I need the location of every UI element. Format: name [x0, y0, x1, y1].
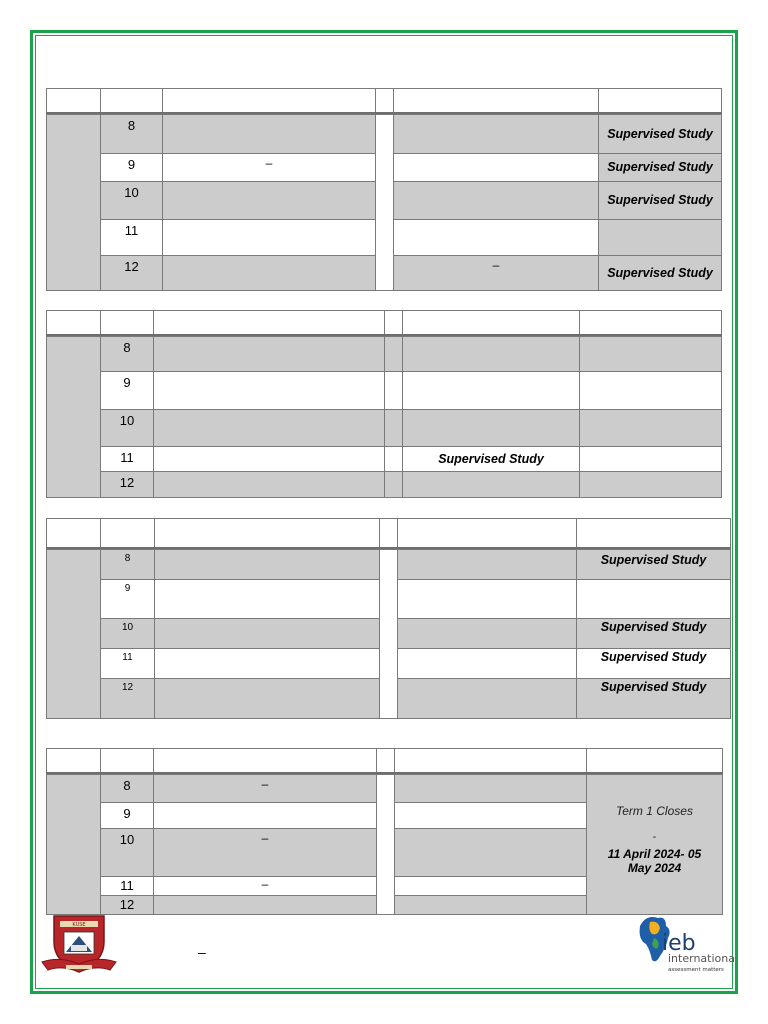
header-cell: [598, 88, 722, 113]
period-number: 11: [100, 648, 155, 679]
lesson-cell: [579, 336, 722, 372]
lesson-cell: [162, 219, 376, 256]
ieb-tagline: assessment matters: [668, 967, 724, 973]
lesson-cell: [154, 678, 380, 719]
gap-column: [375, 114, 394, 291]
lesson-cell: [402, 471, 580, 498]
school-crest-logo: [40, 912, 118, 978]
lesson-cell: [598, 219, 722, 256]
supervised-study-cell: Supervised Study: [598, 255, 722, 291]
lesson-cell: [153, 802, 377, 829]
lesson-cell: [397, 618, 577, 649]
lesson-cell: [153, 336, 385, 372]
period-number: 10: [100, 618, 155, 649]
lesson-cell: [394, 828, 587, 877]
lesson-cell: [394, 895, 587, 915]
lesson-cell: [393, 153, 599, 182]
day-cell: [46, 114, 101, 291]
term-dash: -: [652, 831, 657, 843]
lesson-cell: [397, 549, 577, 580]
period-number: 8: [100, 774, 154, 803]
header-cell: [379, 518, 398, 548]
lesson-cell: [162, 181, 376, 220]
supervised-study-cell: Supervised Study: [598, 153, 722, 182]
supervised-study-cell: Supervised Study: [576, 618, 731, 649]
lesson-cell: [393, 219, 599, 256]
supervised-study-cell: Supervised Study: [598, 181, 722, 220]
period-number: 8: [100, 114, 163, 154]
lesson-cell: [154, 618, 380, 649]
term-closes-cell: [586, 774, 723, 915]
header-cell: [375, 88, 394, 113]
lesson-cell: [394, 876, 587, 896]
lesson-cell: [153, 371, 385, 410]
lesson-cell: [402, 371, 580, 410]
period-number: 12: [100, 678, 155, 719]
period-number: 11: [100, 446, 154, 472]
lesson-cell: [579, 471, 722, 498]
period-number: 9: [100, 153, 163, 182]
lesson-cell: [576, 579, 731, 619]
lesson-cell: [154, 549, 380, 580]
crest-name: KUSE: [72, 922, 86, 928]
supervised-study-cell: Supervised Study: [576, 549, 731, 580]
lesson-cell: –: [153, 876, 377, 896]
header-cell: [586, 748, 723, 773]
lesson-cell: [393, 114, 599, 154]
day-cell: [46, 774, 101, 915]
period-number: 12: [100, 895, 154, 915]
lesson-cell: [397, 579, 577, 619]
term-closes-label: Term 1 Closes: [616, 804, 693, 818]
supervised-study-cell: Supervised Study: [598, 114, 722, 154]
period-number: 8: [100, 549, 155, 580]
gap-cell: [384, 446, 403, 472]
lesson-cell: [402, 336, 580, 372]
header-cell: [393, 88, 599, 113]
gap-cell: [384, 371, 403, 410]
period-number: 8: [100, 336, 154, 372]
supervised-study-cell: Supervised Study: [576, 648, 731, 679]
lesson-cell: [154, 648, 380, 679]
header-cell: [579, 310, 722, 335]
lesson-cell: –: [162, 153, 376, 182]
period-number: 9: [100, 579, 155, 619]
period-number: 11: [100, 876, 154, 896]
period-number: 12: [100, 471, 154, 498]
header-cell: [402, 310, 580, 335]
period-number: 9: [100, 371, 154, 410]
supervised-study-cell: Supervised Study: [576, 678, 731, 719]
lesson-cell: [153, 895, 377, 915]
gap-column: [376, 774, 395, 915]
lesson-cell: [579, 409, 722, 447]
header-cell: [384, 310, 403, 335]
lesson-cell: [162, 114, 376, 154]
lesson-cell: [153, 471, 385, 498]
ieb-wordmark: ieb: [662, 931, 696, 956]
header-cell: [46, 518, 101, 548]
lesson-cell: [393, 181, 599, 220]
lesson-cell: –: [153, 828, 377, 877]
lesson-cell: [394, 802, 587, 829]
header-cell: [162, 88, 376, 113]
ieb-international-logo: [636, 912, 736, 978]
lesson-cell: [154, 579, 380, 619]
gap-cell: [384, 471, 403, 498]
lesson-cell: [153, 409, 385, 447]
header-cell: [397, 518, 577, 548]
term-dates: 11 April 2024- 05 May 2024: [607, 847, 702, 875]
gap-cell: [384, 409, 403, 447]
header-cell: [154, 518, 380, 548]
gap-cell: [384, 336, 403, 372]
day-cell: [46, 549, 101, 719]
header-cell: [46, 88, 101, 113]
header-cell: [394, 748, 587, 773]
supervised-study-cell: Supervised Study: [402, 446, 580, 472]
lesson-cell: [579, 371, 722, 410]
header-cell: [100, 748, 154, 773]
period-number: 11: [100, 219, 163, 256]
period-number: 12: [100, 255, 163, 291]
header-cell: [100, 310, 154, 335]
ieb-subtitle: international: [668, 952, 736, 965]
lesson-cell: [394, 774, 587, 803]
day-cell: [46, 336, 101, 498]
lesson-cell: –: [393, 255, 599, 291]
lesson-cell: –: [153, 774, 377, 803]
footer-dash: –: [198, 944, 206, 960]
lesson-cell: [397, 678, 577, 719]
gap-column: [379, 549, 398, 719]
lesson-cell: [402, 409, 580, 447]
header-cell: [100, 88, 163, 113]
period-number: 9: [100, 802, 154, 829]
header-cell: [153, 748, 377, 773]
header-cell: [153, 310, 385, 335]
lesson-cell: [397, 648, 577, 679]
lesson-cell: [162, 255, 376, 291]
lesson-cell: [153, 446, 385, 472]
period-number: 10: [100, 828, 154, 877]
header-cell: [46, 310, 101, 335]
header-cell: [576, 518, 731, 548]
header-cell: [100, 518, 155, 548]
period-number: 10: [100, 181, 163, 220]
header-cell: [376, 748, 395, 773]
lesson-cell: [579, 446, 722, 472]
header-cell: [46, 748, 101, 773]
period-number: 10: [100, 409, 154, 447]
